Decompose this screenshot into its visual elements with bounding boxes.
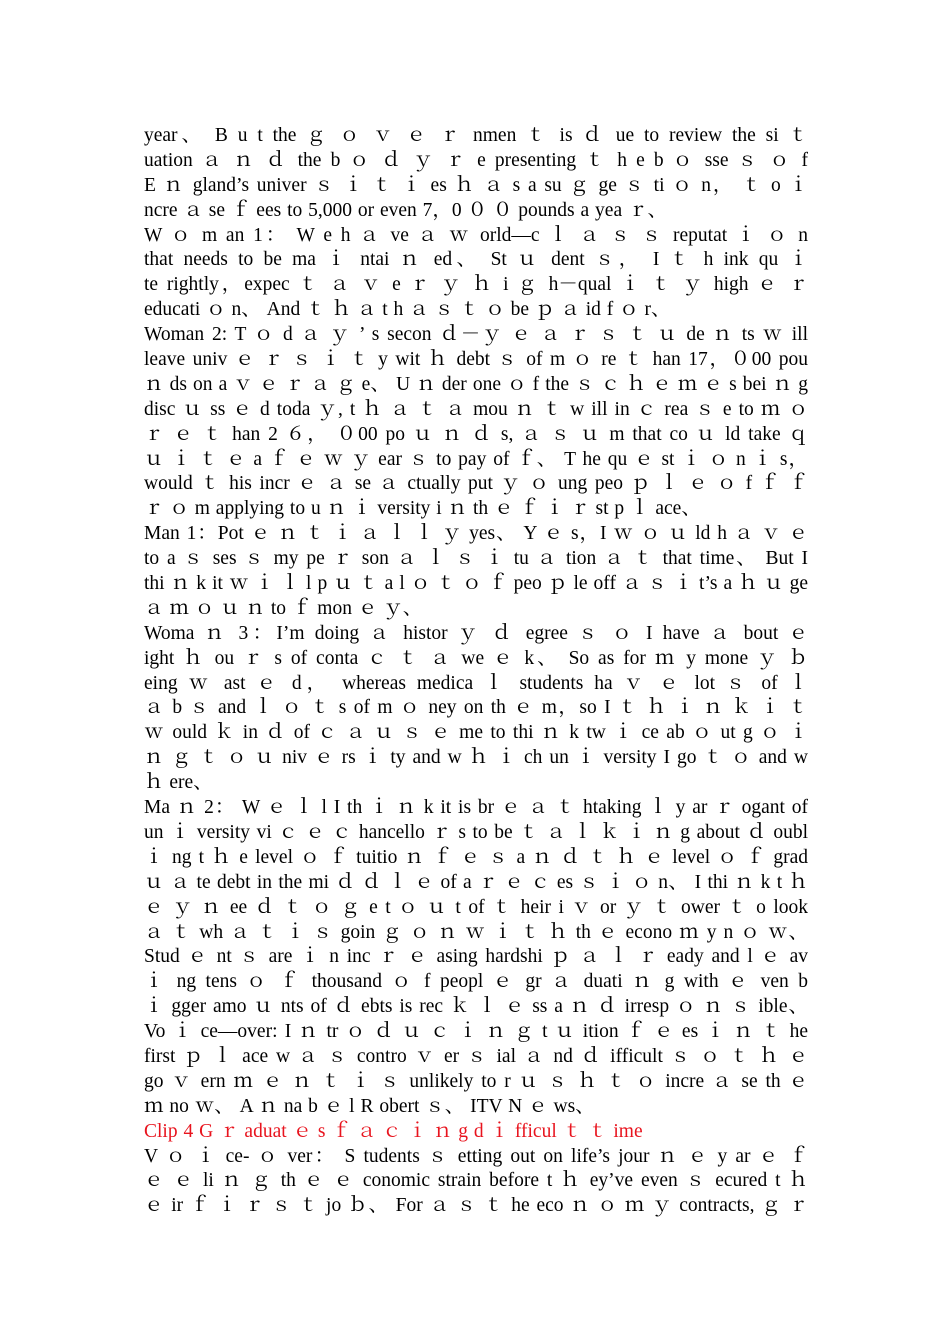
transcript-line: ｎ ds on a ｖ ｅ ｒ ａ ｇ e、 U ｎ der one ｏ f the ｓ ｃ ｈ ｅ ｍ ｅ s bei ｎ g bbox=[144, 373, 808, 395]
transcript-line: Woman 2: T ｏ d ａ ｙ ’ s secon ｄ－ｙ ｅ ａ ｒ ｓ ｔ ｕ de ｎ ts ｗ ill bbox=[144, 324, 808, 346]
transcript-line: ｅ ｅ li ｎ ｇ th ｅ ｅ conomic strain before t ｈ ey’ve even ｓ ecured t ｈ bbox=[144, 1170, 808, 1192]
transcript-line: ａ ｔ wh ａ ｔ ｉ ｓ goin ｇ ｏ ｎ ｗ ｉ ｔ ｈ th ｅ econo ｍ y n ｏ ｗ、 bbox=[144, 921, 808, 943]
transcript-line: W ｏ m an 1： W e h ａ ve ａ ｗ orld—c ｌ ａ ｓ ｓ reputat ｉ ｏ n bbox=[144, 224, 808, 246]
transcript-line: first ｐ ｌ ace w ａ ｓ contro ｖ er ｓ ial ａ nd ｄ ifficult ｓ ｏ ｔ ｈ ｅ bbox=[144, 1045, 808, 1067]
transcript-text bbox=[144, 124, 808, 1219]
transcript-line: Ma ｎ 2： W ｅ ｌ l I th ｉ ｎ k it is br ｅ ａ ｔ htaking ｌ y ar ｒ ogant of bbox=[144, 797, 808, 819]
transcript-line: ｉ ng tens ｏ ｆ thousand ｏ f peopl ｅ gr ａ duati ｎ g with ｅ ven b bbox=[144, 971, 808, 993]
transcript-line: ｒ ｏ m applying to u ｎ ｉ versity i ｎ th ｅ ｆ ｉ ｒ st p ｌ ace、 bbox=[144, 498, 701, 520]
transcript-line: disc ｕ ss ｅ d toda ｙ, t ｈ ａ ｔ ａ mou ｎ ｔ w ill in ｃ rea ｓ e to ｍ ｏ bbox=[144, 398, 808, 420]
transcript-line: ｅ ir ｆ ｉ ｒ ｓ ｔ jo ｂ、 For ａ ｓ ｔ he eco ｎ ｏ ｍ ｙ contracts, ｇ ｒ bbox=[144, 1195, 808, 1217]
transcript-line: Stud ｅ nt ｓ are ｉ n inc ｒ ｅ asing hardshi ｐ ａ ｌ ｒ eady and l ｅ av bbox=[144, 946, 808, 968]
transcript-line: eing ｗ ast ｅ d， whereas medica ｌ students ha ｖ ｅ lot ｓ of ｌ bbox=[144, 672, 808, 694]
transcript-line: that needs to be ma ｉ ntai ｎ ed、 St ｕ dent ｓ， I ｔ h ink qu ｉ bbox=[144, 249, 808, 271]
transcript-line: ｎ ｇ ｔ ｏ ｕ niv ｅ rs ｉ ty and w ｈ ｉ ch un ｉ versity I go ｔ ｏ and w bbox=[144, 747, 808, 769]
transcript-line: ｉ gger amo ｕ nts of ｄ ebts is rec ｋ ｌ ｅ ss a ｎ ｄ irresp ｏ ｎ ｓ ible、 bbox=[144, 996, 808, 1018]
transcript-line: year、 B u t the ｇ ｏ ｖ ｅ ｒ nmen ｔ is ｄ ue to review the si ｔ bbox=[144, 125, 808, 146]
transcript-line: go ｖ ern ｍ ｅ ｎ ｔ ｉ ｓ unlikely to r ｕ ｓ ｈ ｔ ｏ incre ａ se th ｅ bbox=[144, 1070, 808, 1092]
clip-heading: Clip 4 G ｒ aduat ｅ s ｆ ａ ｃ ｉ ｎ g d ｉ fficul ｔ ｔ ime bbox=[144, 1120, 643, 1142]
transcript-line: leave univ ｅ ｒ ｓ ｉ ｔ y wit ｈ debt ｓ of m ｏ re ｔ han 17，０00 pou bbox=[144, 349, 808, 371]
transcript-line: educati ｏ n、 And ｔ ｈ ａ t h ａ ｓ ｔ ｏ be ｐ ａ id f ｏ r、 bbox=[144, 299, 671, 321]
transcript-line: Vo ｉ ce—over: I ｎ tr ｏ ｄ ｕ ｃ ｉ ｎ ｇ t ｕ ition ｆ ｅ es ｉ ｎ ｔ he bbox=[144, 1021, 808, 1043]
transcript-line: ｕ ｉ ｔ ｅ a ｆ ｅ ｗ ｙ ear ｓ to pay of ｆ、 T he qu ｅ st ｉ ｏ n ｉ s， bbox=[144, 448, 808, 470]
transcript-line: un ｉ versity vi ｃ ｅ ｃ hancello ｒ s to be ｔ ａ ｌ ｋ ｉ ｎ g about ｄ oubl bbox=[144, 821, 808, 843]
transcript-line: ｈ ere、 bbox=[144, 772, 213, 794]
transcript-line: ａ b ｓ and ｌ ｏ ｔ s of m ｏ ney on th ｅ m，so I ｔ ｈ ｉ ｎ ｋ ｉ ｔ bbox=[144, 697, 808, 719]
transcript-line: thi ｎ k it ｗ ｉ ｌ l p ｕ ｔ a l ｏ ｔ ｏ ｆ peo ｐ le off ａ ｓ ｉ t’s a ｈ ｕ ge bbox=[144, 573, 808, 595]
transcript-line: ｒ ｅ ｔ han 2 ６， ０00 po ｕ ｎ ｄ s, ａ ｓ ｕ m that co ｕ ld take ｑ bbox=[144, 423, 808, 445]
transcript-line: Woma ｎ 3：I’m doing ａ histor ｙ ｄ egree ｓ ｏ I have ａ bout ｅ bbox=[144, 622, 808, 644]
transcript-line: te rightly，expec ｔ ａ ｖ e ｒ ｙ ｈ i ｇ h－qual ｉ ｔ ｙ high ｅ ｒ bbox=[144, 274, 808, 296]
transcript-line: ｍ no ｗ、 A ｎ na b ｅ l R obert ｓ、 ITV N ｅ ws、 bbox=[144, 1095, 595, 1117]
transcript-line: ｗ ould ｋ in ｄ of ｃ ａ ｕ ｓ ｅ me to thi ｎ k tw ｉ ce ab ｏ ut g ｏ ｉ bbox=[144, 722, 808, 744]
transcript-line: would ｔ his incr ｅ ａ se ａ ctually put ｙ ｏ ung peo ｐ ｌ ｅ ｏ f ｆ ｆ bbox=[144, 473, 808, 495]
transcript-line: ａ ｍ ｏ ｕ ｎ to ｆ mon ｅ ｙ、 bbox=[144, 597, 423, 619]
transcript-line: to a ｓ ses ｓ my pe ｒ son ａ ｌ ｓ ｉ tu ａ tion ａ ｔ that time、 But I bbox=[144, 548, 808, 570]
transcript-line: V ｏ ｉ ce- ｏ ver： S tudents ｓ etting out on life’s jour ｎ ｅ y ar ｅ ｆ bbox=[144, 1145, 808, 1167]
transcript-line: ｉ ng t ｈ e level ｏ ｆ tuitio ｎ ｆ ｅ ｓ a ｎ ｄ ｔ ｈ ｅ level ｏ ｆ grad bbox=[144, 846, 808, 868]
transcript-line: ight ｈ ou ｒ s of conta ｃ ｔ ａ we ｅ k、 So as for ｍ y mone ｙ ｂ bbox=[144, 647, 808, 669]
transcript-line: E ｎ gland’s univer ｓ ｉ ｔ ｉ es ｈ ａ s a su ｇ ge ｓ ti ｏ n， ｔ o ｉ bbox=[144, 174, 808, 196]
transcript-line: ncre ａ se ｆ ees to 5,000 or even 7，0 ０ ０ pounds a yea ｒ、 bbox=[144, 199, 667, 221]
transcript-line: uation ａ ｎ ｄ the b ｏ ｄ ｙ ｒ e presenting ｔ h e b ｏ sse ｓ ｏ f bbox=[144, 149, 808, 171]
transcript-line: ｕ ａ te debt in the mi ｄ ｄ ｌ ｅ of a ｒ ｅ ｃ es ｓ ｉ ｏ n、 I thi ｎ k t ｈ bbox=[144, 871, 808, 893]
transcript-line: ｅ ｙ ｎ ee ｄ ｔ ｏ ｇ e t ｏ ｕ t of ｔ heir i ｖ or ｙ ｔ ower ｔ o look bbox=[144, 896, 808, 918]
transcript-line: Man 1：Pot ｅ ｎ ｔ ｉ ａ ｌ ｌ ｙ yes、 Y ｅ s，I ｗ ｏ ｕ ld h ａ ｖ ｅ bbox=[144, 523, 808, 545]
